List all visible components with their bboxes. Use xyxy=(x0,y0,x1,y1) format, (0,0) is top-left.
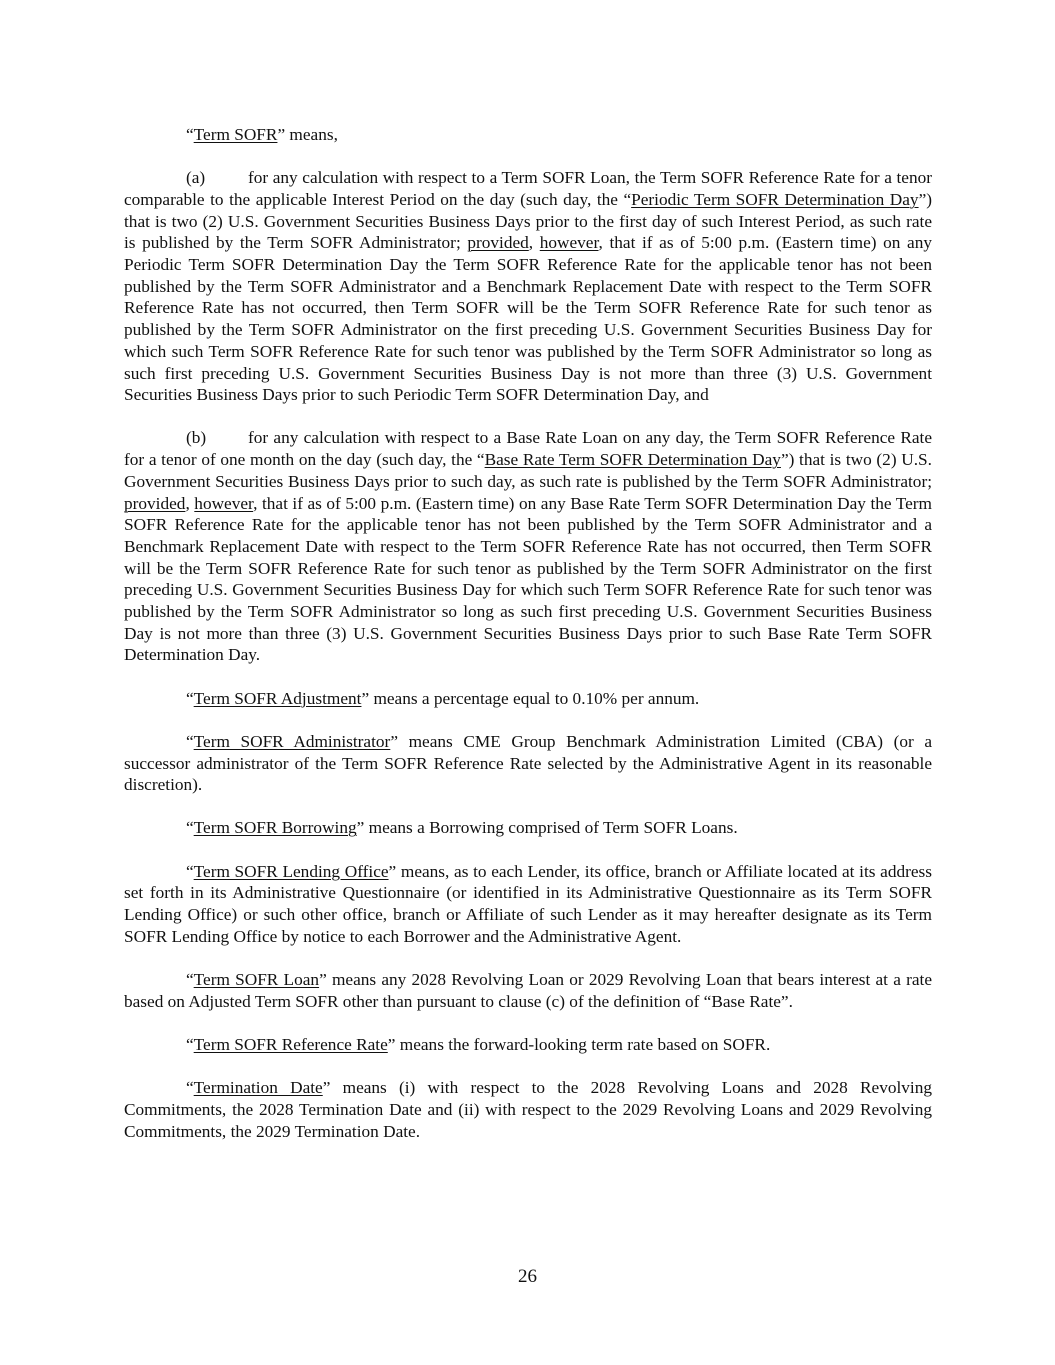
clause-a xyxy=(124,167,932,406)
open-quote: “ xyxy=(186,1034,194,1054)
definition-term-sofr-borrowing xyxy=(124,817,932,839)
definition-term-sofr-lending-office xyxy=(124,861,932,948)
definition-term-sofr xyxy=(124,124,932,146)
open-quote: “ xyxy=(186,1078,194,1098)
definition-text: ” means the forward-looking term rate based on SOFR. xyxy=(387,1034,771,1054)
clause-text: , that if as of 5:00 p.m. (Eastern time) on any Periodic Term SOFR Determination Day the Term SOFR Reference Rate for the applicable tenor has not been published by the Term SOFR Administrator and a Benchmark Replacement Date with respect to the Term SOFR Reference Rate has not occurred, then Term SOFR will be the Term SOFR Reference Rate for such tenor as published by the Term SOFR Administrator on the first preceding U.S. Government Securities Business Day for which such Term SOFR Reference Rate for such tenor was published by the Term SOFR Administrator so long as such first preceding U.S. Government Securities Business Day is not more than three (3) U.S. Government Securities Business Days prior to such Periodic Term SOFR Determination Day, and xyxy=(124,233,932,405)
definition-term-sofr-loan xyxy=(124,969,932,1012)
definition-term-sofr-reference-rate xyxy=(124,1034,932,1056)
page-number: 26 xyxy=(518,1266,537,1287)
definition-text: ” means any 2028 Revolving Loan or 2029 Revolving Loan that bears interest at a rate based on Adjusted Term SOFR other than pursuant to clause (c) of the definition of “Base Rate”. xyxy=(124,970,932,1011)
however-term: however xyxy=(194,493,254,513)
provided-term: provided xyxy=(467,233,529,253)
definition-termination-date xyxy=(124,1077,932,1142)
clause-text: ”) that is two (2) U.S. Government Securities Business Days prior to the first day of such Interest Period, as such rate is published by the Term SOFR Administrator; xyxy=(124,189,932,253)
definition-text: ” means, xyxy=(277,125,338,144)
defined-term: Term SOFR Reference Rate xyxy=(193,1034,388,1054)
clause-text: for any calculation with respect to a Base Rate Loan on any day, the Term SOFR Reference Rate for a tenor of one month on the day (such day, the “ xyxy=(124,428,932,470)
definition-text: ” means, as to each Lender, its office, branch or Affiliate located at its address set forth in its Administrative Questionnaire (or identified in its Administrative Questionnaire as its Term SOFR Lending Office) or such other office, branch or Affiliate of such Lender as it may hereafter designate as its Term SOFR Lending Office by notice to each Borrower and the Administrative Agent. xyxy=(124,861,932,946)
definition-text: ” means (i) with respect to the 2028 Revolving Loans and 2028 Revolving Commitments, the 2028 Termination Date and (ii) with respect to the 2029 Revolving Loans and 2029 Revolving Commitments, the 2029 Termination Date. xyxy=(124,1078,933,1141)
open-quote: “ xyxy=(186,688,194,708)
defined-term: Termination Date xyxy=(193,1078,323,1098)
clause-text: , xyxy=(528,233,540,253)
open-quote: “ xyxy=(186,970,194,989)
clause-number: (a) xyxy=(186,168,206,188)
defined-term: Term SOFR Adjustment xyxy=(193,688,362,708)
defined-term: Term SOFR Borrowing xyxy=(193,818,357,838)
defined-term: Base Rate Term SOFR Determination Day xyxy=(484,450,781,470)
clause-text: for any calculation with respect to a Term SOFR Loan, the Term SOFR Reference Rate for a tenor comparable to the applicable Interest Period on the day (such day, the “ xyxy=(124,168,932,209)
definition-text: ” means a Borrowing comprised of Term SOFR Loans. xyxy=(356,818,738,838)
definition-term-sofr-adjustment xyxy=(124,688,932,710)
definition-term-sofr-administrator xyxy=(124,731,932,796)
open-quote: “ xyxy=(186,731,194,751)
clause-text: ”) that is two (2) U.S. Government Securities Business Days prior to such day, as such rate is published by the Term SOFR Administrator; xyxy=(124,450,932,491)
defined-term: Term SOFR xyxy=(193,125,278,144)
defined-term: Term SOFR Administrator xyxy=(193,731,391,751)
defined-term: Term SOFR Lending Office xyxy=(193,861,389,881)
open-quote: “ xyxy=(186,861,194,881)
open-quote: “ xyxy=(186,125,194,144)
definition-text: ” means CME Group Benchmark Administration Limited (CBA) (or a successor administrator of the Term SOFR Reference Rate selected by the Administrative Agent in its reasonable discretion). xyxy=(124,731,932,795)
clause-text: , that if as of 5:00 p.m. (Eastern time) on any Base Rate Term SOFR Determination Day the Term SOFR Reference Rate for the applicable tenor has not been published by the Term SOFR Administrator and a Benchmark Replacement Date with respect to the Term SOFR Reference Rate has not occurred, then Term SOFR will be the Term SOFR Reference Rate for such tenor as published by the Term SOFR Administrator on the first preceding U.S. Government Securities Business Day for which such Term SOFR Reference Rate for such tenor was published by the Term SOFR Administrator so long as such first preceding U.S. Government Securities Business Day is not more than three (3) U.S. Government Securities Business Days prior to such Base Rate Term SOFR Determination Day. xyxy=(124,493,932,665)
definition-text: ” means a percentage equal to 0.10% per annum. xyxy=(361,688,700,708)
defined-term: Periodic Term SOFR Determination Day xyxy=(631,189,919,209)
clause-b xyxy=(124,427,932,666)
however-term: however xyxy=(539,233,599,253)
clause-text: , xyxy=(185,493,195,513)
clause-number: (b) xyxy=(186,428,207,448)
provided-term: provided xyxy=(124,493,186,513)
document-page xyxy=(124,124,932,1164)
defined-term: Term SOFR Loan xyxy=(193,970,320,989)
open-quote: “ xyxy=(186,818,194,838)
